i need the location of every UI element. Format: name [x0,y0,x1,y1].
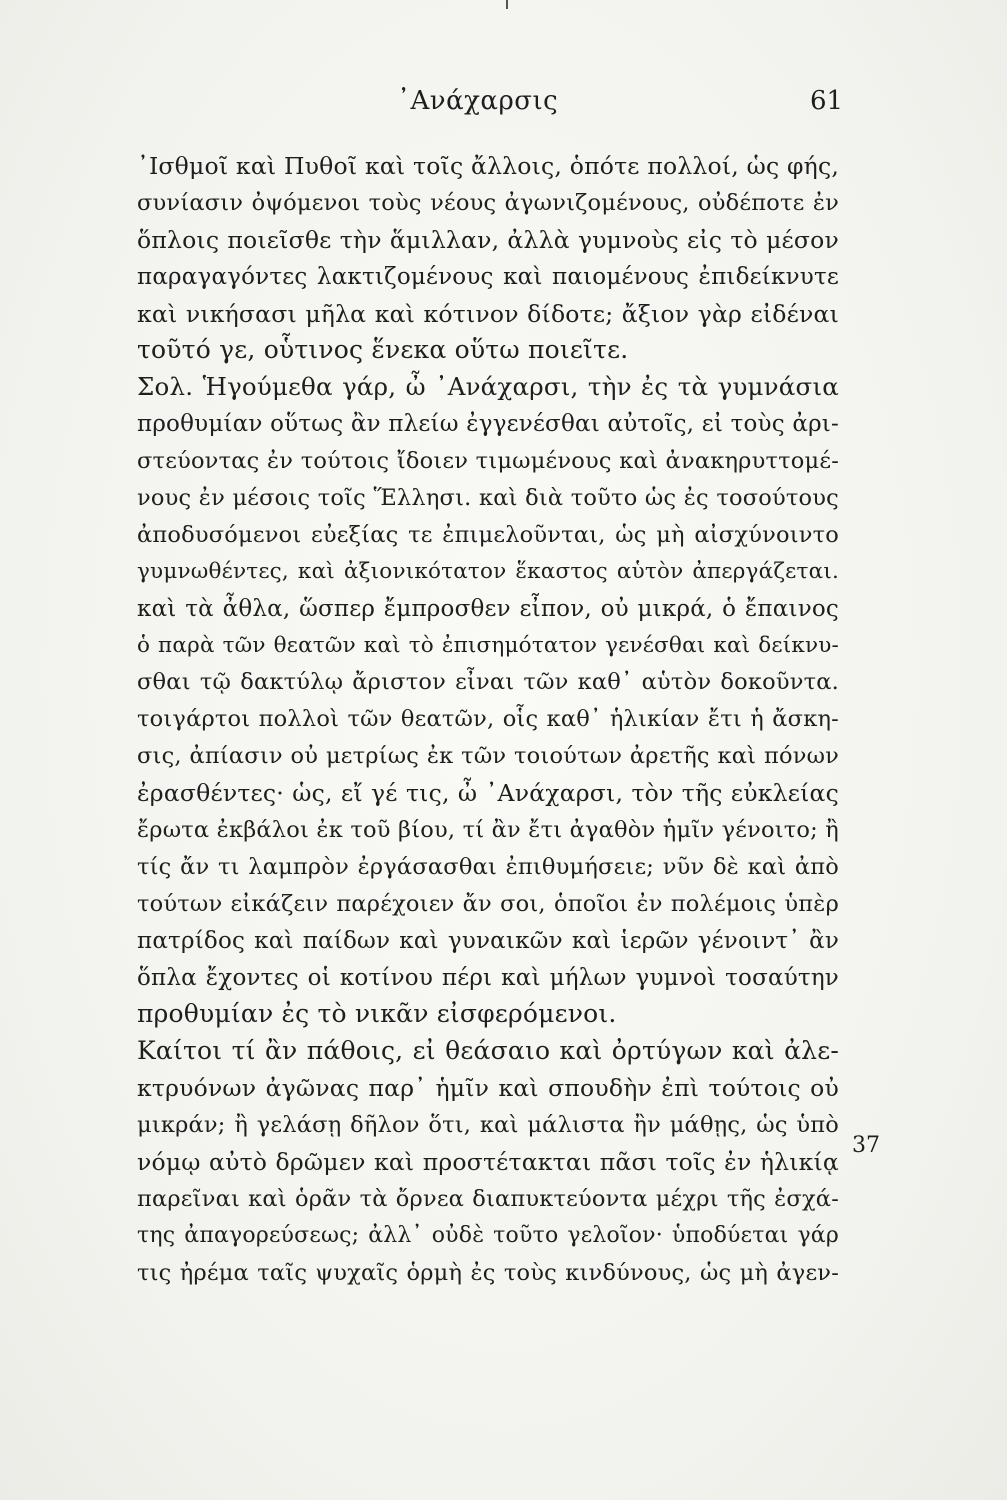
text-line: τις ἠρέμα ταῖς ψυχαῖς ὁρμὴ ἐς τοὺς κινδύνους, ὡς μὴ ἀγεν- [137,1259,839,1286]
print-speck [506,0,508,9]
text-line: ἐρασθέντες· ὡς, εἴ γέ τις, ὦ ᾿Ανάχαρσι, τὸν τῆς εὐκλείας [137,779,839,808]
text-line: καὶ νικήσασι μῆλα καὶ κότινον δίδοτε; ἄξιον γὰρ εἰδέναι [137,299,839,328]
text-line: παραγαγόντες λακτιζομένους καὶ παιομένους ἐπιδείκνυτε [137,263,839,290]
text-line: ᾿Ισθμοῖ καὶ Πυθοῖ καὶ τοῖς ἄλλοις, ὁπότε πολλοί, ὡς φής, [137,152,839,180]
text-line: της ἀπαγορεύσεως; ἀλλ᾿ οὐδὲ τοῦτο γελοῖον· ὑποδύεται γάρ [137,1222,839,1248]
text-line: σθαι τῷ δακτύλῳ ἄριστον εἶναι τῶν καθ᾿ αὑτὸν δοκοῦντα. [137,669,839,696]
text-line: καὶ τὰ ἆθλα, ὥσπερ ἔμπροσθεν εἶπον, οὐ μικρά, ὁ ἔπαινος [137,595,839,622]
text-line: ὁ παρὰ τῶν θεατῶν καὶ τὸ ἐπισημότατον γενέσθαι καὶ δείκνυ- [137,632,839,658]
text-line: πατρίδος καὶ παίδων καὶ γυναικῶν καὶ ἱερῶν γένοιντ᾿ ἂν [137,927,839,954]
text-line: Σολ. Ἡγούμεθα γάρ, ὦ ᾿Ανάχαρσι, τὴν ἐς τὰ γυμνάσια [137,372,839,402]
text-line: νους ἐν μέσοις τοῖς Ἕλλησι. καὶ διὰ τοῦτο ὡς ἐς τοσούτους [137,485,839,512]
text-line: προθυμίαν οὕτως ἂν πλείω ἐγγενέσθαι αὐτοῖς, εἰ τοὺς ἀρι- [137,411,839,438]
text-line: νόμῳ αὐτὸ δρῶμεν καὶ προστέτακται πᾶσι τοῖς ἐν ἡλικίᾳ [137,1148,839,1177]
text-line: γυμνωθέντες, καὶ ἀξιονικότατον ἕκαστος αὑτὸν ἀπεργάζεται. [137,558,839,584]
text-line: Καίτοι τί ἂν πάθοις, εἰ θεάσαιο καὶ ὀρτύγων καὶ ἀλε- [137,1036,839,1066]
text-line: ἀποδυσόμενοι εὐεξίας τε ἐπιμελοῦνται, ὡς μὴ αἰσχύνοιντο [137,521,839,548]
text-line: ἔρωτα ἐκβάλοι ἐκ τοῦ βίου, τί ἂν ἔτι ἀγαθὸν ἡμῖν γένοιτο; ἢ [137,817,839,844]
text-line: ὅπλοις ποιεῖσθε τὴν ἅμιλλαν, ἀλλὰ γυμνοὺς εἰς τὸ μέσον [137,225,839,254]
text-line: ὅπλα ἔχοντες οἱ κοτίνου πέρι καὶ μήλων γυμνοὶ τοσαύτην [137,964,839,991]
text-line: συνίασιν ὀψόμενοι τοὺς νέους ἀγωνιζομένους, οὐδέποτε ἐν [137,189,839,216]
text-line: προθυμίαν ἐς τὸ νικᾶν εἰσφερόμενοι. [137,999,617,1029]
text-line: τίς ἄν τι λαμπρὸν ἐργάσασθαι ἐπιθυμήσειε; νῦν δὲ καὶ ἀπὸ [137,853,839,880]
text-line: παρεῖναι καὶ ὁρᾶν τὰ ὄρνεα διαπυκτεύοντα μέχρι τῆς ἐσχά- [137,1185,839,1212]
main-text [137,148,839,1292]
page-number: 61 [810,86,844,116]
text-line: τοῦτό γε, οὗτινος ἕνεκα οὕτω ποιεῖτε. [137,335,629,365]
running-head: ᾿Ανάχαρσις [397,86,559,116]
margin-section-number: 37 [852,1133,880,1158]
text-line: στεύοντας ἐν τούτοις ἴδοιεν τιμωμένους καὶ ἀνακηρυττομέ- [137,448,839,475]
text-line: τούτων εἰκάζειν παρέχοιεν ἄν σοι, ὁποῖοι ἐν πολέμοις ὑπὲρ [137,890,839,917]
text-line: κτρυόνων ἀγῶνας παρ᾿ ἡμῖν καὶ σπουδὴν ἐπὶ τούτοις οὐ [137,1074,839,1103]
text-line: τοιγάρτοι πολλοὶ τῶν θεατῶν, οἷς καθ᾿ ἡλικίαν ἔτι ἡ ἄσκη- [137,706,839,733]
text-line: σις, ἀπίασιν οὐ μετρίως ἐκ τῶν τοιούτων ἀρετῆς καὶ πόνων [137,743,839,770]
text-line: μικράν; ἢ γελάσῃ δῆλον ὅτι, καὶ μάλιστα ἢν μάθῃς, ὡς ὑπὸ [137,1112,839,1139]
